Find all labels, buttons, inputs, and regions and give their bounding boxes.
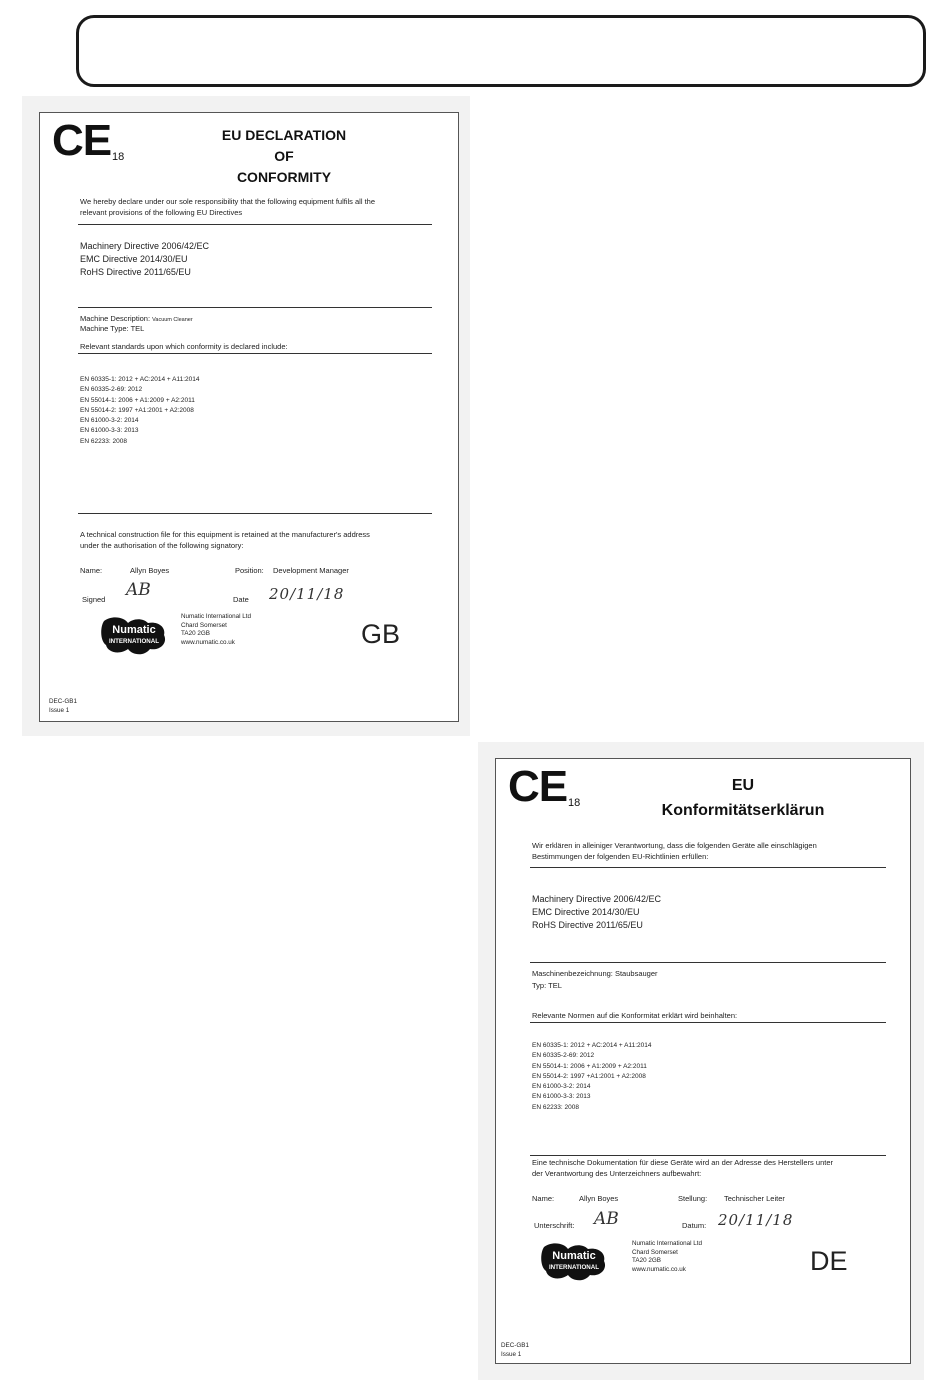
header-box bbox=[76, 15, 926, 87]
standard-item: EN 61000-3-2: 2014 bbox=[80, 417, 139, 425]
address-line: Numatic International Ltd bbox=[181, 613, 252, 620]
numatic-logo bbox=[98, 613, 170, 659]
date-label: Date bbox=[233, 595, 249, 604]
directive-item: EMC Directive 2014/30/EU bbox=[80, 254, 188, 264]
machine-description-value: Vacuum Cleaner bbox=[152, 317, 193, 323]
address-line: Numatic International Ltd bbox=[632, 1240, 703, 1247]
ce-mark: CE bbox=[52, 116, 112, 165]
declaration-scan-gb bbox=[22, 96, 470, 736]
address-line: www.numatic.co.uk bbox=[632, 1265, 686, 1273]
doc-ref-line: Issue 1 bbox=[49, 707, 70, 714]
standard-item: EN 55014-1: 2006 + A1:2009 + A2:2011 bbox=[80, 396, 195, 404]
doc-ref-line: DEC-GB1 bbox=[501, 1342, 529, 1349]
divider bbox=[78, 307, 432, 308]
standard-item: EN 62233: 2008 bbox=[80, 437, 127, 445]
standard-item: EN 60335-1: 2012 + AC:2014 + A11:2014 bbox=[80, 376, 200, 383]
directive-item: EMC Directive 2014/30/EU bbox=[532, 907, 640, 917]
numatic-logo bbox=[538, 1239, 610, 1285]
intro-line: We hereby declare under our sole responsibility that the following equipment fulfils all the bbox=[80, 197, 376, 206]
logo-word: Numatic bbox=[552, 1250, 596, 1262]
standard-item: EN 61000-3-3: 2013 bbox=[80, 427, 139, 435]
standard-item: EN 60335-1: 2012 + AC:2014 + A11:2014 bbox=[532, 1042, 652, 1049]
standard-item: EN 55014-2: 1997 +A1:2001 + A2:2008 bbox=[80, 406, 194, 414]
intro-line: Bestimmungen der folgenden EU-Richtlinien erfüllen: bbox=[532, 851, 709, 861]
position-label: Position: bbox=[235, 566, 264, 575]
standard-item: EN 61000-3-2: 2014 bbox=[532, 1083, 591, 1091]
address-line: www.numatic.co.uk bbox=[181, 638, 235, 646]
logo-subword: INTERNATIONAL bbox=[108, 638, 160, 645]
standard-item: EN 60335-2-69: 2012 bbox=[532, 1052, 595, 1060]
ce-mark-number: 18 bbox=[568, 797, 581, 809]
directive-item: RoHS Directive 2011/65/EU bbox=[532, 920, 643, 930]
signed-label: Signed bbox=[82, 595, 106, 604]
title-line: OF bbox=[274, 148, 294, 164]
intro-text bbox=[80, 197, 375, 218]
logo-subword: INTERNATIONAL bbox=[548, 1264, 600, 1271]
techfile-line: A technical construction file for this equipment is retained at the manufacturer's address bbox=[80, 530, 370, 539]
divider bbox=[530, 867, 886, 868]
signed-label: Unterschrift: bbox=[534, 1221, 575, 1230]
title-line: Konformitätserklärun bbox=[661, 802, 825, 819]
divider bbox=[530, 962, 886, 963]
divider bbox=[78, 513, 432, 514]
position-value: Development Manager bbox=[273, 566, 349, 575]
document-reference bbox=[501, 1341, 529, 1359]
directive-item: RoHS Directive 2011/65/EU bbox=[80, 267, 191, 277]
date-label: Datum: bbox=[682, 1221, 707, 1230]
techfile-line: der Verantwortung des Unterzeichners aufbewahrt: bbox=[532, 1168, 702, 1178]
country-code: GB bbox=[361, 619, 401, 649]
standard-item: EN 61000-3-3: 2013 bbox=[532, 1093, 591, 1101]
machine-description: Maschinenbezeichnung: Staubsauger bbox=[532, 969, 658, 978]
address-line: TA20 2GB bbox=[181, 630, 210, 638]
declaration-page-de bbox=[495, 758, 911, 1364]
declaration-title bbox=[190, 125, 378, 188]
signature: AB bbox=[594, 1209, 619, 1229]
ce-mark: CE bbox=[508, 762, 568, 811]
declaration-page-gb bbox=[39, 112, 459, 722]
address-line: TA20 2GB bbox=[632, 1257, 661, 1265]
date-value: 20/11/18 bbox=[718, 1211, 794, 1229]
standard-item: EN 60335-2-69: 2012 bbox=[80, 386, 143, 394]
date-value: 20/11/18 bbox=[269, 585, 345, 603]
machine-description-label: Machine Description: bbox=[80, 314, 151, 323]
doc-ref-line: DEC-GB1 bbox=[49, 698, 77, 705]
company-address bbox=[632, 1240, 702, 1274]
directive-item: Machinery Directive 2006/42/EC bbox=[80, 241, 210, 251]
standards-heading: Relevante Normen auf die Konformitat erklärt wird beinhalten: bbox=[532, 1011, 738, 1020]
address-line: Chard Somerset bbox=[632, 1248, 678, 1256]
machine-type: Machine Type: TEL bbox=[80, 324, 145, 333]
machine-type: Typ: TEL bbox=[532, 981, 562, 990]
intro-line: Wir erklären in alleiniger Verantwortung, dass die folgenden Geräte alle einschlägigen bbox=[532, 841, 817, 850]
standards-list bbox=[532, 1041, 652, 1113]
directive-item: Machinery Directive 2006/42/EC bbox=[532, 894, 662, 904]
position-value: Technischer Leiter bbox=[724, 1194, 785, 1203]
declaration-title bbox=[636, 773, 850, 823]
logo-word: Numatic bbox=[112, 624, 156, 636]
divider bbox=[78, 224, 432, 225]
doc-ref-line: Issue 1 bbox=[501, 1351, 522, 1358]
intro-text bbox=[532, 841, 817, 862]
ce-mark-number: 18 bbox=[112, 151, 125, 163]
standards-heading: Relevant standards upon which conformity is declared include: bbox=[80, 342, 288, 351]
directives-list bbox=[532, 893, 661, 932]
name-label: Name: bbox=[80, 566, 103, 575]
standard-item: EN 55014-1: 2006 + A1:2009 + A2:2011 bbox=[532, 1062, 647, 1070]
company-address bbox=[181, 613, 251, 647]
document-reference bbox=[49, 697, 77, 715]
divider bbox=[530, 1155, 886, 1156]
techfile-text bbox=[80, 530, 370, 551]
techfile-text bbox=[532, 1158, 833, 1179]
declaration-scan-de bbox=[478, 742, 924, 1380]
intro-line: relevant provisions of the following EU Directives bbox=[80, 207, 243, 217]
name-value: Allyn Boyes bbox=[130, 566, 170, 575]
techfile-line: Eine technische Dokumentation für diese Geräte wird an der Adresse des Herstellers unter bbox=[532, 1158, 833, 1167]
address-line: Chard Somerset bbox=[181, 621, 227, 629]
name-label: Name: bbox=[532, 1194, 555, 1203]
divider bbox=[530, 1022, 886, 1023]
signature: AB bbox=[126, 580, 151, 600]
title-line: CONFORMITY bbox=[236, 169, 332, 185]
title-line: EU bbox=[731, 777, 755, 794]
title-line: EU DECLARATION bbox=[221, 127, 347, 143]
standard-item: EN 55014-2: 1997 +A1:2001 + A2:2008 bbox=[532, 1072, 646, 1080]
directives-list bbox=[80, 240, 209, 279]
standard-item: EN 62233: 2008 bbox=[532, 1103, 579, 1111]
country-code: DE bbox=[810, 1246, 848, 1276]
divider bbox=[78, 353, 432, 354]
position-label: Stellung: bbox=[678, 1194, 708, 1203]
standards-list bbox=[80, 375, 200, 447]
name-value: Allyn Boyes bbox=[579, 1194, 619, 1203]
techfile-line: under the authorisation of the following signatory: bbox=[80, 540, 244, 550]
